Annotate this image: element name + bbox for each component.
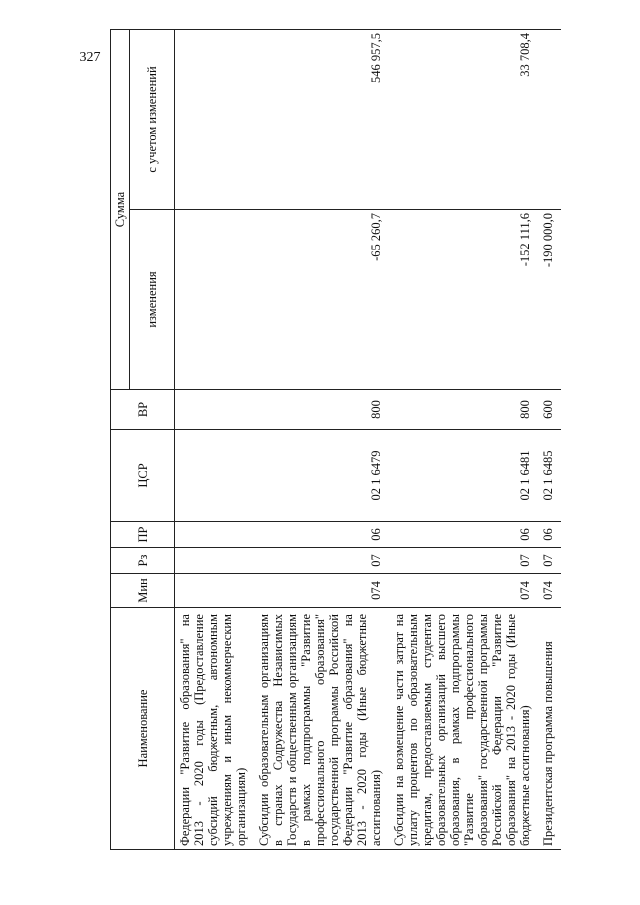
row-with-changes xyxy=(538,30,561,210)
row-with-changes: 33 708,4 xyxy=(389,30,538,210)
row-min xyxy=(175,574,255,608)
row-rz: 07 xyxy=(389,548,538,574)
row-pr: 06 xyxy=(538,522,561,548)
row-with-changes xyxy=(175,30,255,210)
row-pr: 06 xyxy=(254,522,389,548)
header-name: Наименование xyxy=(111,608,175,850)
row-csr: 02 1 6485 xyxy=(538,430,561,522)
budget-table xyxy=(110,29,561,850)
row-min: 074 xyxy=(254,574,389,608)
header-rz: Рз xyxy=(111,548,175,574)
row-pr: 06 xyxy=(389,522,538,548)
header-with-changes: с учетом изменений xyxy=(130,30,175,210)
row-changes: -190 000,0 xyxy=(538,210,561,390)
row-vr: 600 xyxy=(538,390,561,430)
table-row xyxy=(389,30,538,850)
row-name: Федерации "Развитие образования" на 2013 - 2020 годы (Предоставление субсидий бюджетным, автономным учреждениям и иным некоммерческим организациям) xyxy=(175,608,255,850)
table-row xyxy=(175,30,255,850)
header-min: Мин xyxy=(111,574,175,608)
table-header xyxy=(111,30,175,850)
row-pr xyxy=(175,522,255,548)
header-sum: Сумма xyxy=(111,30,130,390)
header-vr: ВР xyxy=(111,390,175,430)
row-csr: 02 1 6479 xyxy=(254,430,389,522)
row-min: 074 xyxy=(389,574,538,608)
row-name: Президентская программа повышения xyxy=(538,608,561,850)
table-row xyxy=(254,30,389,850)
page-number: 327 xyxy=(79,50,101,65)
row-changes xyxy=(175,210,255,390)
row-vr: 800 xyxy=(254,390,389,430)
row-changes: -152 111,6 xyxy=(389,210,538,390)
table-row xyxy=(538,30,561,850)
header-csr: ЦСР xyxy=(111,430,175,522)
row-vr: 800 xyxy=(389,390,538,430)
row-vr xyxy=(175,390,255,430)
row-csr: 02 1 6481 xyxy=(389,430,538,522)
row-rz: 07 xyxy=(254,548,389,574)
row-min: 074 xyxy=(538,574,561,608)
row-name: Субсидии образовательным организациям в странах Содружества Независимых Государств и общественным организациям в рамках подпрограммы "Развитие профессионального образования" государственной программы Российской Федерации "Развитие образования" на 2013 - 2020 годы (Иные бюджетные ассигнования) xyxy=(254,608,389,850)
row-rz xyxy=(175,548,255,574)
header-pr: ПР xyxy=(111,522,175,548)
row-rz: 07 xyxy=(538,548,561,574)
header-changes: изменения xyxy=(130,210,175,390)
row-with-changes: 546 957,5 xyxy=(254,30,389,210)
row-name: Субсидии на возмещение части затрат на уплату процентов по образовательным кредитам, предоставляемым студентам образовательных организаций высшего образования, в рамках подпрограммы "Развитие профессионального образования" государственной программы Российской Федерации "Развитие образования" на 2013 - 2020 годы (Иные бюджетные ассигнования) xyxy=(389,608,538,850)
row-csr xyxy=(175,430,255,522)
rotated-page xyxy=(70,30,570,850)
row-changes: -65 260,7 xyxy=(254,210,389,390)
